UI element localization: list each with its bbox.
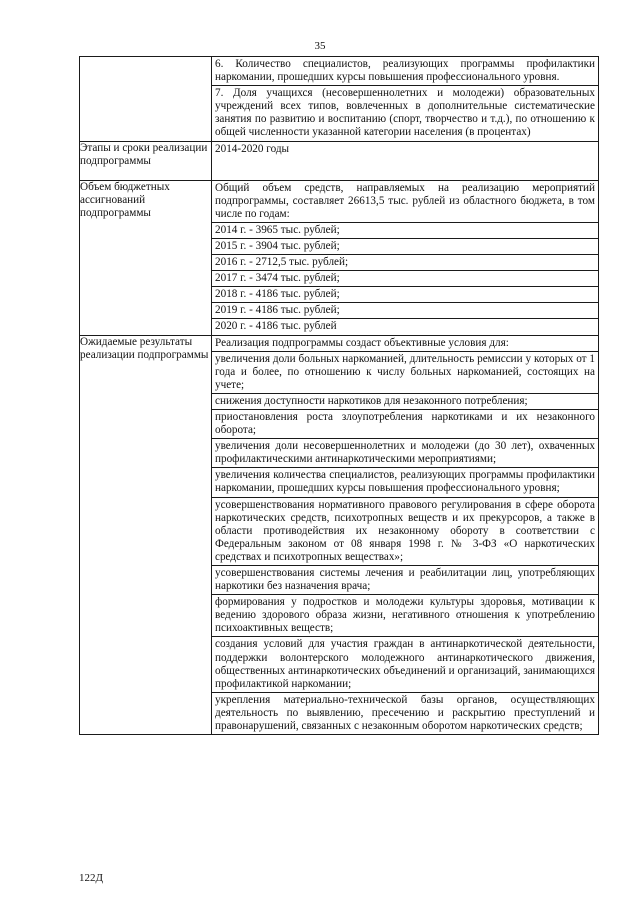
budget-year-item: 2020 г. - 4186 тыс. рублей: [215, 320, 337, 333]
result-item: снижения доступности наркотиков для незаконного потребления;: [212, 394, 598, 410]
row-content: [212, 180, 599, 335]
row-label: Ожидаемые результаты реализации подпрограммы: [80, 335, 212, 735]
row-content: [212, 141, 599, 180]
table-row: [80, 335, 599, 735]
document-code: 122Д: [79, 872, 104, 884]
indicator-item: 7. Доля учащихся (несовершеннолетних и молодежи) образовательных учреждений всех типов, вовлеченных в дополнительные систематические занятия по развитию и воспитанию (спорт, творчество и т.д.), по отношению к общей численности указанной категории населения (в процентах): [215, 87, 595, 139]
result-item: увеличения доли больных наркоманией, длительность ремиссии у которых от 1 года и более, по отношению к числу больных наркоманией, состоящих на учете;: [212, 352, 598, 394]
page-number: 35: [314, 40, 326, 52]
result-item: приостановления роста злоупотребления наркотиками и их незаконного оборота;: [212, 410, 598, 439]
budget-year-item: 2014 г. - 3965 тыс. рублей;: [212, 223, 598, 239]
row-label: Этапы и сроки реализации подпрограммы: [80, 141, 212, 180]
table-row: [80, 57, 599, 142]
result-item: создания условий для участия граждан в антинаркотической деятельности, поддержки волонтерского молодежного антинаркотического движения, общественных антинаркотических объединений и организаций, занимающихся профилактикой наркомании;: [212, 637, 598, 692]
budget-year-item: 2019 г. - 4186 тыс. рублей;: [212, 303, 598, 319]
budget-year-item: 2015 г. - 3904 тыс. рублей;: [212, 239, 598, 255]
row-label: [80, 57, 212, 142]
result-item: усовершенствования нормативного правового регулирования в сфере оборота наркотических средств, психотропных веществ и их прекурсоров, а также в области противодействия их незаконному обороту в соответствии с Федеральным законом от 08 января 1998 г. № 3-ФЗ «О наркотических средствах и психотропных веществах»;: [212, 498, 598, 566]
table-row: [80, 180, 599, 335]
row-content: [212, 57, 599, 142]
result-item: увеличения доли несовершеннолетних и молодежи (до 30 лет), охваченных профилактическими антинаркотическими мероприятиями;: [212, 439, 598, 468]
terms-text: 2014-2020 годы: [215, 142, 290, 155]
result-intro: Реализация подпрограммы создаст объективные условия для:: [212, 336, 598, 352]
row-content: [212, 335, 599, 735]
result-item: укрепления материально-технической базы органов, осуществляющих деятельность по выявлению, пресечению и раскрытию преступлений и правонарушений, связанных с незаконным оборотом наркотических средств;: [215, 693, 595, 733]
result-item: увеличения количества специалистов, реализующих программы профилактики наркомании, прошедших курсы повышения профессионального уровня;: [212, 468, 598, 497]
result-item: усовершенствования системы лечения и реабилитации лиц, употребляющих наркотики без назначения врача;: [212, 566, 598, 595]
budget-year-item: 2017 г. - 3474 тыс. рублей;: [212, 271, 598, 287]
table-row: [80, 141, 599, 180]
budget-year-item: 2018 г. - 4186 тыс. рублей;: [212, 287, 598, 303]
indicator-item: 6. Количество специалистов, реализующих программы профилактики наркомании, прошедших курсы повышения профессионального уровня.: [212, 57, 598, 86]
budget-year-item: 2016 г. - 2712,5 тыс. рублей;: [212, 255, 598, 271]
result-item: формирования у подростков и молодежи культуры здоровья, мотивации к ведению здорового образа жизни, негативного отношения к употреблению психоактивных веществ;: [212, 595, 598, 637]
budget-summary: Общий объем средств, направляемых на реализацию мероприятий подпрограммы, составляет 26613,5 тыс. рублей из областного бюджета, в том числе по годам:: [212, 181, 598, 223]
row-label: Объем бюджетных ассигнований подпрограммы: [80, 180, 212, 335]
subprogram-passport-table: [79, 56, 599, 735]
